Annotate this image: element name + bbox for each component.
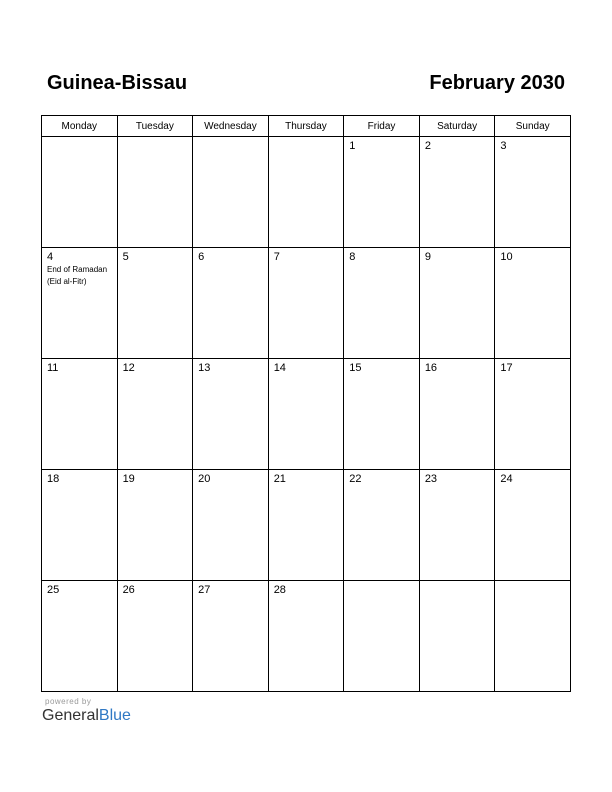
day-cell: [344, 359, 420, 470]
day-cell: [117, 248, 193, 359]
day-cell: [495, 359, 571, 470]
day-cell: [42, 581, 118, 692]
day-number: 14: [273, 362, 286, 374]
day-cell: [193, 359, 269, 470]
weekday-header: Friday: [344, 116, 420, 137]
day-number: 23: [424, 473, 438, 485]
day-number: 17: [500, 362, 513, 374]
day-number: 8: [349, 251, 356, 263]
weekday-header: Saturday: [419, 116, 495, 137]
weekday-header: Tuesday: [117, 116, 193, 137]
day-number: 19: [122, 473, 135, 485]
weekday-header: Thursday: [268, 116, 344, 137]
holiday-label: End of Ramadan (Eid al-Fitr): [47, 265, 108, 286]
day-number: 11: [47, 362, 59, 374]
day-number: 25: [47, 584, 60, 596]
day-cell: [419, 581, 495, 692]
day-number: 10: [500, 251, 513, 263]
day-number: 13: [198, 362, 211, 374]
brand-general-text: General: [42, 707, 99, 724]
week-row: [42, 581, 571, 692]
day-cell: [117, 359, 193, 470]
day-cell: [419, 359, 495, 470]
week-row: [42, 137, 571, 248]
day-cell: [42, 359, 118, 470]
day-number: 26: [122, 584, 135, 596]
day-cell: [268, 137, 344, 248]
day-cell: [495, 248, 571, 359]
day-cell: [117, 137, 193, 248]
day-number: 1: [349, 140, 356, 152]
day-cell: [268, 359, 344, 470]
brand-blue-text: Blue: [98, 707, 131, 724]
generalblue-logo[interactable]: [42, 697, 131, 725]
day-number: [344, 581, 419, 584]
day-number: [495, 581, 570, 584]
day-cell: [419, 248, 495, 359]
day-number: 22: [349, 473, 362, 485]
day-cell: [193, 581, 269, 692]
day-cell: [419, 470, 495, 581]
month-year-title: February 2030: [429, 72, 565, 94]
day-number: [42, 137, 117, 140]
day-number: 5: [122, 251, 129, 263]
day-number: [269, 137, 344, 140]
day-cell: [42, 470, 118, 581]
day-cell: [193, 470, 269, 581]
day-cell: [268, 248, 344, 359]
day-cell: [117, 581, 193, 692]
powered-by-label: powered by: [45, 697, 92, 706]
day-cell: [117, 470, 193, 581]
day-number: 9: [424, 251, 431, 263]
day-cell: [495, 137, 571, 248]
weekday-header: Sunday: [495, 116, 571, 137]
day-cell: [344, 137, 420, 248]
day-cell: [344, 470, 420, 581]
day-number: 20: [198, 473, 211, 485]
day-cell: [42, 137, 118, 248]
day-cell: [193, 137, 269, 248]
day-number: [420, 581, 495, 584]
day-number: 4: [47, 251, 54, 263]
weekday-header: Wednesday: [193, 116, 269, 137]
day-number: 2: [424, 140, 431, 152]
week-row: [42, 248, 571, 359]
day-number: 21: [273, 473, 286, 485]
day-cell: [344, 248, 420, 359]
day-number: 15: [349, 362, 362, 374]
day-cell: [42, 248, 118, 359]
day-number: 12: [122, 362, 135, 374]
day-number: 24: [500, 473, 513, 485]
weekday-header-row: [42, 116, 571, 137]
weekday-header: Monday: [42, 116, 118, 137]
day-number: 7: [273, 251, 280, 263]
day-cell: [193, 248, 269, 359]
day-number: [193, 137, 268, 140]
day-number: 3: [500, 140, 507, 152]
week-row: [42, 359, 571, 470]
day-cell: [419, 137, 495, 248]
country-title: Guinea-Bissau: [47, 72, 188, 94]
calendar-grid: [41, 115, 571, 692]
brand-wordmark: [42, 707, 131, 725]
day-number: 6: [198, 251, 205, 263]
day-cell: [495, 581, 571, 692]
week-row: [42, 470, 571, 581]
day-number: 28: [273, 584, 286, 596]
day-cell: [344, 581, 420, 692]
day-number: 18: [47, 473, 60, 485]
day-number: [118, 137, 193, 140]
day-cell: [268, 581, 344, 692]
day-number: 27: [198, 584, 211, 596]
day-cell: [495, 470, 571, 581]
day-number: 16: [424, 362, 438, 374]
day-cell: [268, 470, 344, 581]
